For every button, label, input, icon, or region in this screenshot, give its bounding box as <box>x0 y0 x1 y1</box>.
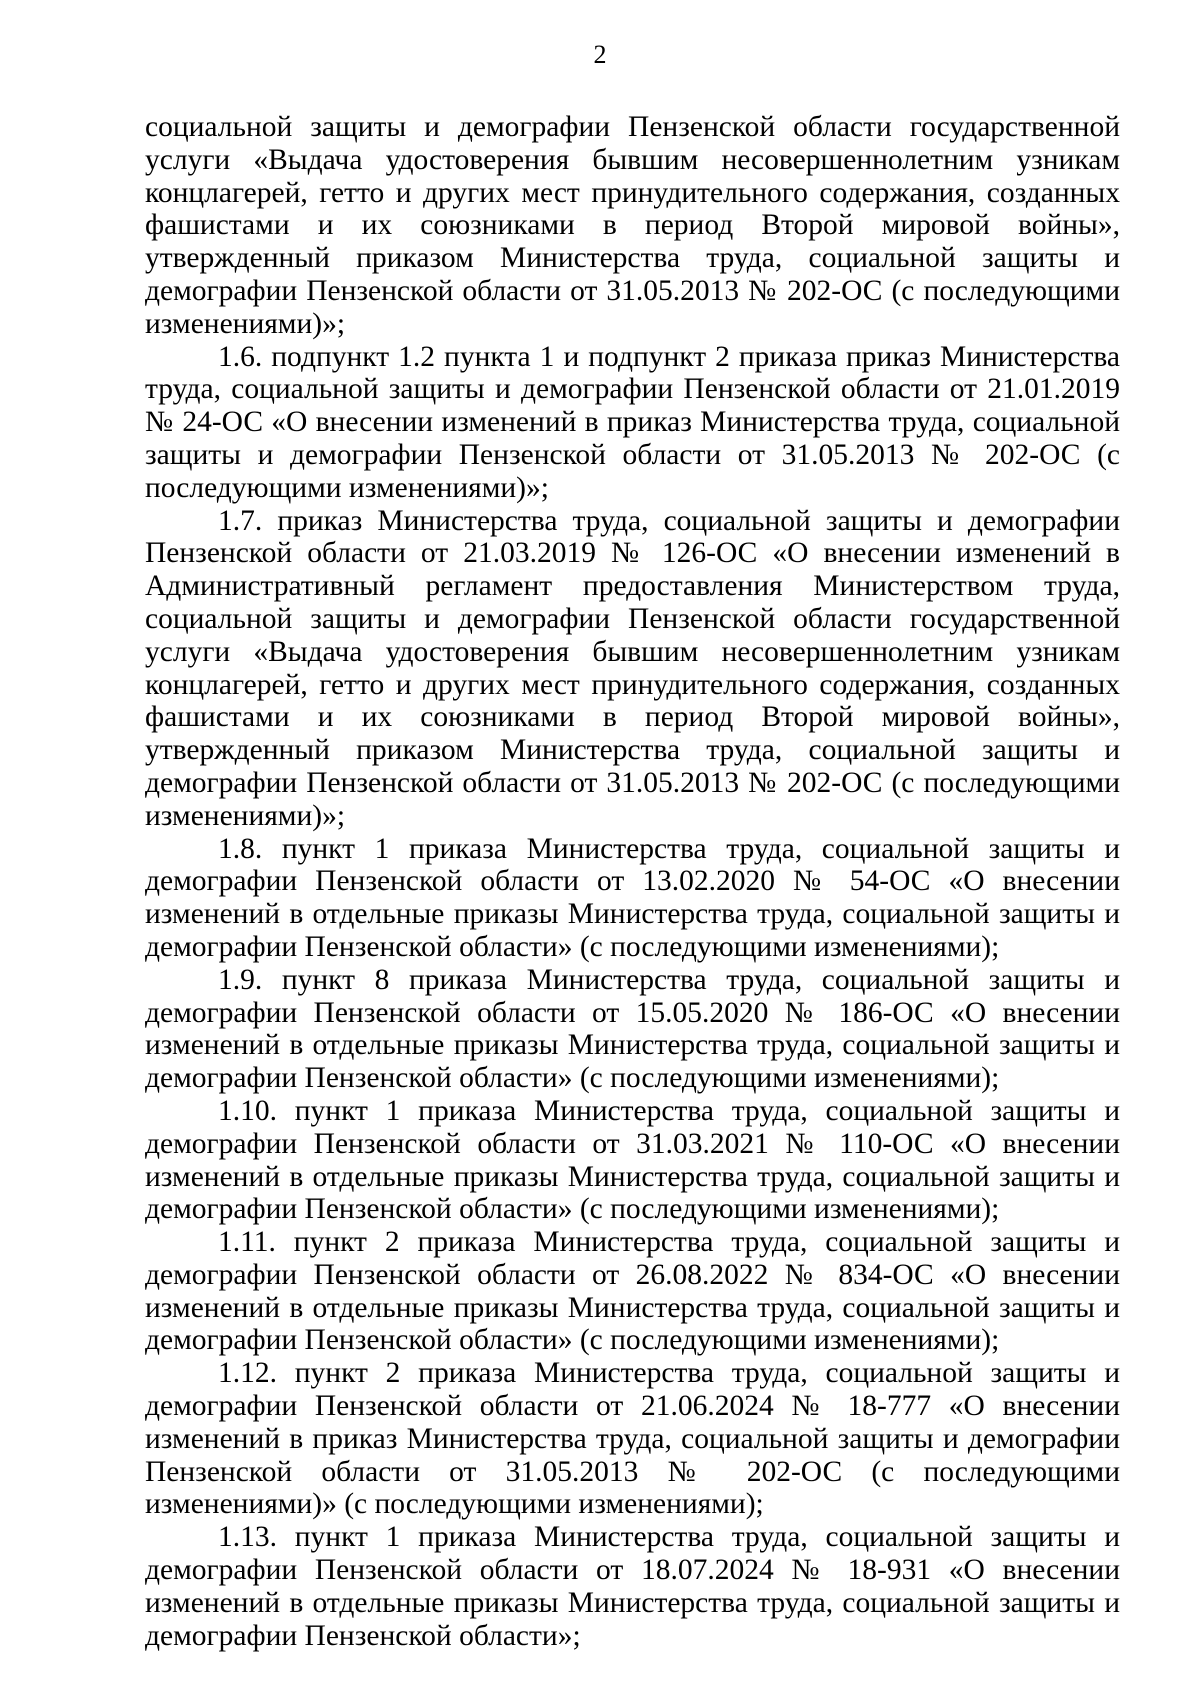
paragraph-item-1-13: 1.13. пункт 1 приказа Министерства труда, социальной защиты и демографии Пензенской области от 18.07.2024 № 18-931 «О внесении изменений в отдельные приказы Министерства труда, социальной защиты и демографии Пензенской области»; <box>145 1521 1120 1652</box>
document-body <box>145 111 1120 1652</box>
paragraph-item-1-6: 1.6. подпункт 1.2 пункта 1 и подпункт 2 приказа приказ Министерства труда, социальной защиты и демографии Пензенской области от 21.01.2019 № 24-ОС «О внесении изменений в приказ Министерства труда, социальной защиты и демографии Пензенской области от 31.05.2013 № 202-ОС (с последующими изменениями)»; <box>145 340 1120 504</box>
paragraph-item-1-11: 1.11. пункт 2 приказа Министерства труда, социальной защиты и демографии Пензенской области от 26.08.2022 № 834-ОС «О внесении изменений в отдельные приказы Министерства труда, социальной защиты и демографии Пензенской области» (с последующими изменениями); <box>145 1226 1120 1357</box>
paragraph-continuation: социальной защиты и демографии Пензенской области государственной услуги «Выдача удостоверения бывшим несовершеннолетним узникам концлагерей, гетто и других мест принудительного содержания, созданных фашистами и их союзниками в период Второй мировой войны», утвержденный приказом Министерства труда, социальной защиты и демографии Пензенской области от 31.05.2013 № 202-ОС (с последующими изменениями)»; <box>145 111 1120 340</box>
paragraph-item-1-7: 1.7. приказ Министерства труда, социальной защиты и демографии Пензенской области от 21.03.2019 № 126-ОС «О внесении изменений в Административный регламент предоставления Министерством труда, социальной защиты и демографии Пензенской области государственной услуги «Выдача удостоверения бывшим несовершеннолетним узникам концлагерей, гетто и других мест принудительного содержания, созданных фашистами и их союзниками в период Второй мировой войны», утвержденный приказом Министерства труда, социальной защиты и демографии Пензенской области от 31.05.2013 № 202-ОС (с последующими изменениями)»; <box>145 504 1120 832</box>
paragraph-item-1-8: 1.8. пункт 1 приказа Министерства труда, социальной защиты и демографии Пензенской области от 13.02.2020 № 54-ОС «О внесении изменений в отдельные приказы Министерства труда, социальной защиты и демографии Пензенской области» (с последующими изменениями); <box>145 832 1120 963</box>
page-number: 2 <box>593 40 607 69</box>
paragraph-item-1-9: 1.9. пункт 8 приказа Министерства труда, социальной защиты и демографии Пензенской области от 15.05.2020 № 186-ОС «О внесении изменений в отдельные приказы Министерства труда, социальной защиты и демографии Пензенской области» (с последующими изменениями); <box>145 963 1120 1095</box>
paragraph-item-1-10: 1.10. пункт 1 приказа Министерства труда, социальной защиты и демографии Пензенской области от 31.03.2021 № 110-ОС «О внесении изменений в отдельные приказы Министерства труда, социальной защиты и демографии Пензенской области» (с последующими изменениями); <box>145 1094 1120 1226</box>
paragraph-item-1-12: 1.12. пункт 2 приказа Министерства труда, социальной защиты и демографии Пензенской области от 21.06.2024 № 18-777 «О внесении изменений в приказ Министерства труда, социальной защиты и демографии Пензенской области от 31.05.2013 № 202-ОС (с последующими изменениями)» (с последующими изменениями); <box>145 1357 1120 1521</box>
